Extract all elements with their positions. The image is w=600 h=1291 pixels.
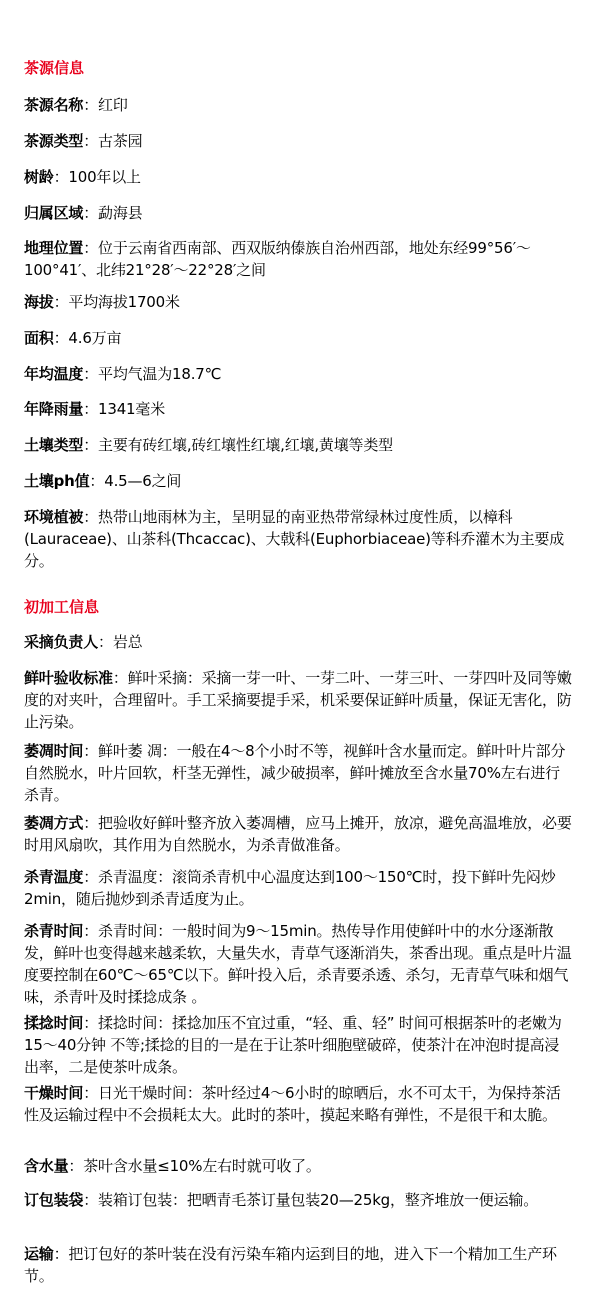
row-value: 古茶园 (98, 132, 143, 150)
row-tea-type: 茶源类型：古茶园 (24, 132, 143, 150)
row-value: 岩总 (112, 633, 143, 651)
row-location: 地理位置：位于云南省西南部、西双版纳傣族自治州西部，地处东经99°56′～100°41′、北纬21°28′～22°28′之间 (24, 239, 531, 279)
row-label: 土壤类型 (24, 436, 84, 454)
row-label: 面积 (24, 329, 54, 347)
row-value: 热带山地雨林为主，呈明显的南亚热带常绿林过度性质，以樟科(Lauraceae)、山茶科(Thcaccac)、大戟科(Euphorbiaceae)等科乔灌木为主要成分。 (24, 508, 565, 570)
row-soil-ph: 土壤ph值：4.5—6之间 (24, 472, 182, 490)
row-area: 面积：4.6万亩 (24, 329, 122, 347)
row-soil-type: 土壤类型：主要有砖红壤,砖红壤性红壤,红壤,黄壤等类型 (24, 436, 393, 454)
row-withering-method: 萎凋方式：把验收好鲜叶整齐放入萎凋槽，应马上摊开，放凉，避免高温堆放，必要时用风扇吹，其作用为自然脱水，为杀青做准备。 (24, 814, 572, 854)
row-altitude: 海拔：平均海拔1700米 (24, 293, 180, 311)
row-value: 平均海拔1700米 (68, 293, 180, 311)
row-packaging: 订包装袋：装箱订包装：把晒青毛茶订量包装20—25kg，整齐堆放一便运输。 (24, 1191, 539, 1209)
row-rainfall: 年降雨量：1341毫米 (24, 400, 165, 418)
row-label: 环境植被 (24, 508, 84, 526)
row-value: 4.6万亩 (68, 329, 122, 347)
row-value: 杀青时间：一般时间为9～15min。热传导作用使鲜叶中的水分逐渐散发，鲜叶也变得越来越柔软，大量失水，青草气逐渐消失，茶香出现。重点是叶片温度要控制在60℃～65℃以下。鲜叶投入后，杀青要杀透、杀匀，无青草气味和烟气味，杀青叶及时揉捻成条 。 (24, 922, 572, 1006)
row-label: 茶源名称 (24, 96, 84, 114)
row-label: 茶源类型 (24, 132, 84, 150)
row-value: 把订包好的茶叶装在没有污染车箱内运到目的地，进入下一个精加工生产环节。 (24, 1245, 557, 1285)
row-label: 揉捻时间 (24, 1014, 84, 1032)
row-value: 红印 (98, 96, 128, 114)
row-tea-name: 茶源名称：红印 (24, 96, 128, 114)
row-value: 100年以上 (68, 168, 141, 186)
row-label: 树龄 (24, 168, 54, 186)
row-value: 日光干燥时间：茶叶经过4～6小时的晾晒后，水不可太干，为保持茶活性及运输过程中不会损耗太大。此时的茶叶，摸起来略有弹性，不是很干和太脆。 (24, 1084, 561, 1124)
row-label: 含水量 (24, 1157, 69, 1175)
row-value: 装箱订包装：把晒青毛茶订量包装20—25kg，整齐堆放一便运输。 (98, 1191, 539, 1209)
row-region: 归属区域：勐海县 (24, 204, 143, 222)
row-value: 勐海县 (98, 204, 143, 222)
row-leaf-standard: 鲜叶验收标准：鲜叶采摘：采摘一芽一叶、一芽二叶、一芽三叶、一芽四叶及同等嫩度的对夹叶，合理留叶。手工采摘要提手采，机采要保证鲜叶质量，保证无害化，防止污染。 (24, 669, 572, 731)
row-label: 地理位置 (24, 239, 84, 257)
row-label: 干燥时间 (24, 1084, 84, 1102)
row-label: 杀青时间 (24, 922, 84, 940)
row-label: 土壤ph值 (24, 472, 90, 490)
row-value: 1341毫米 (98, 400, 165, 418)
row-label: 萎凋方式 (24, 814, 84, 832)
row-value: 鲜叶萎 凋：一般在4～8个小时不等，视鲜叶含水量而定。鲜叶叶片部分自然脱水，叶片回软，杆茎无弹性，减少破损率，鲜叶摊放至含水量70%左右进行杀青。 (24, 742, 566, 804)
row-value: 鲜叶采摘：采摘一芽一叶、一芽二叶、一芽三叶、一芽四叶及同等嫩度的对夹叶，合理留叶。手工采摘要提手采，机采要保证鲜叶质量，保证无害化，防止污染。 (24, 669, 572, 731)
row-fixing-temperature: 杀青温度：杀青温度：滚筒杀青机中心温度达到100～150℃时，投下鲜叶先闷炒2min，随后抛炒到杀青适度为止。 (24, 868, 556, 908)
row-value: 平均气温为18.7℃ (98, 365, 222, 383)
row-tree-age: 树龄：100年以上 (24, 168, 141, 186)
row-value: 位于云南省西南部、西双版纳傣族自治州西部，地处东经99°56′～100°41′、北纬21°28′～22°28′之间 (24, 239, 531, 279)
row-picker: 采摘负责人：岩总 (24, 633, 143, 651)
row-value: 杀青温度：滚筒杀青机中心温度达到100～150℃时，投下鲜叶先闷炒2min，随后抛炒到杀青适度为止。 (24, 868, 556, 908)
row-avg-temperature: 年均温度：平均气温为18.7℃ (24, 365, 222, 383)
row-label: 萎凋时间 (24, 742, 84, 760)
row-label: 采摘负责人 (24, 633, 99, 651)
row-value: 4.5—6之间 (104, 472, 182, 490)
row-label: 归属区域 (24, 204, 84, 222)
row-label: 杀青温度 (24, 868, 84, 886)
section-title-processing: 初加工信息 (24, 598, 100, 616)
row-label: 年均温度 (24, 365, 84, 383)
row-drying-time: 干燥时间：日光干燥时间：茶叶经过4～6小时的晾晒后，水不可太干，为保持茶活性及运输过程中不会损耗太大。此时的茶叶，摸起来略有弹性，不是很干和太脆。 (24, 1084, 561, 1124)
row-transport: 运输：把订包好的茶叶装在没有污染车箱内运到目的地，进入下一个精加工生产环节。 (24, 1245, 557, 1285)
row-label: 订包装袋 (24, 1191, 84, 1209)
row-fixing-time: 杀青时间：杀青时间：一般时间为9～15min。热传导作用使鲜叶中的水分逐渐散发，鲜叶也变得越来越柔软，大量失水，青草气逐渐消失，茶香出现。重点是叶片温度要控制在60℃～65℃以下。鲜叶投入后，杀青要杀透、杀匀，无青草气味和烟气味，杀青叶及时揉捻成条 。 (24, 922, 572, 1006)
row-value: 主要有砖红壤,砖红壤性红壤,红壤,黄壤等类型 (98, 436, 393, 454)
row-rolling-time: 揉捻时间：揉捻时间：揉捻加压不宜过重，“轻、重、轻” 时间可根据茶叶的老嫩为15～40分钟 不等;揉捻的目的一是在于让茶叶细胞壁破碎，使茶汁在冲泡时提高浸出率，二是使茶叶成条。 (24, 1014, 562, 1076)
row-value: 把验收好鲜叶整齐放入萎凋槽，应马上摊开，放凉，避免高温堆放，必要时用风扇吹，其作用为自然脱水，为杀青做准备。 (24, 814, 572, 854)
row-withering-time: 萎凋时间：鲜叶萎 凋：一般在4～8个小时不等，视鲜叶含水量而定。鲜叶叶片部分自然脱水，叶片回软，杆茎无弹性，减少破损率，鲜叶摊放至含水量70%左右进行杀青。 (24, 742, 566, 804)
row-value: 茶叶含水量≤10%左右时就可收了。 (83, 1157, 321, 1175)
row-moisture: 含水量：茶叶含水量≤10%左右时就可收了。 (24, 1157, 321, 1175)
row-vegetation: 环境植被：热带山地雨林为主，呈明显的南亚热带常绿林过度性质，以樟科(Lauraceae)、山茶科(Thcaccac)、大戟科(Euphorbiaceae)等科乔灌木为主要成分。 (24, 508, 565, 570)
section-title-tea-source: 茶源信息 (24, 59, 85, 77)
row-label: 运输 (24, 1245, 54, 1263)
row-label: 海拔 (24, 293, 54, 311)
row-label: 年降雨量 (24, 400, 84, 418)
row-label: 鲜叶验收标准 (24, 669, 113, 687)
row-value: 揉捻时间：揉捻加压不宜过重，“轻、重、轻” 时间可根据茶叶的老嫩为15～40分钟 不等;揉捻的目的一是在于让茶叶细胞壁破碎，使茶汁在冲泡时提高浸出率，二是使茶叶成条。 (24, 1014, 562, 1076)
